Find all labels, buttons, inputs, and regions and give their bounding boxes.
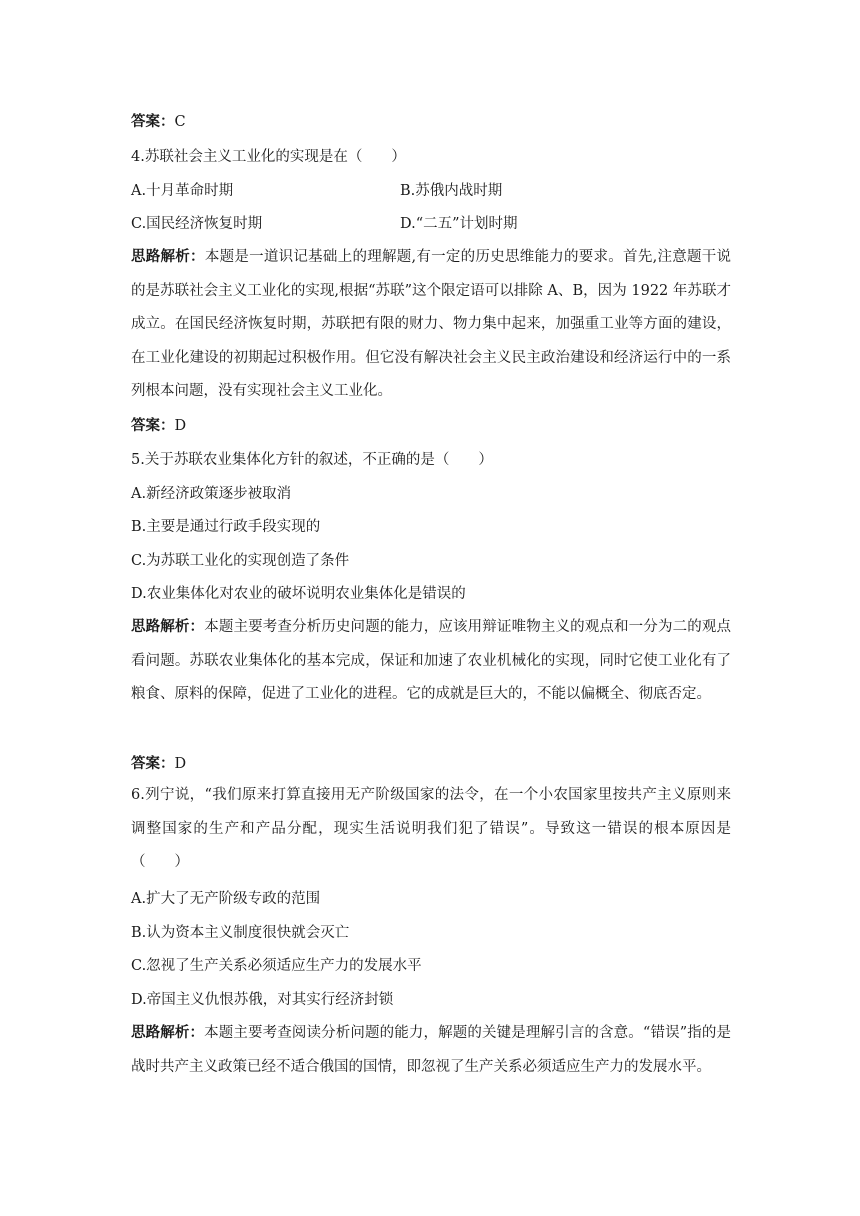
analysis-text: 本题是一道识记基础上的理解题,有一定的历史思维能力的要求。首先,注意题干说的是苏联社会主义工业化的实现,根据“苏联”这个限定语可以排除 A、B，因为 1922 年苏联才成立。在国民经济恢复时期，苏联把有限的财力、物力集中起来，加强重工业等方面的建设，在工业化建设的初期起过积极作用。但它没有解决社会主义民主政治建设和经济运行中的一系列根本问题，没有实现社会主义工业化。 [131, 249, 732, 400]
question-4-option-b: B.苏俄内战时期 [400, 183, 503, 199]
analysis-label: 思路解析： [131, 618, 205, 635]
answer-line-q4 [131, 416, 186, 436]
question-5-option-b: B.主要是通过行政手段实现的 [131, 519, 321, 535]
analysis-label: 思路解析： [131, 248, 205, 265]
question-4-option-d: D.“二五”计划时期 [400, 216, 518, 232]
answer-value: C [174, 114, 186, 130]
question-6-option-b: B.认为资本主义制度很快就会灭亡 [131, 925, 350, 941]
answer-line-q3 [131, 112, 186, 132]
question-4-option-c: C.国民经济恢复时期 [131, 216, 263, 232]
question-6-option-d: D.帝国主义仇恨苏俄，对其实行经济封锁 [131, 992, 394, 1008]
answer-value: D [174, 418, 187, 434]
answer-label: 答案： [131, 417, 175, 434]
question-6-stem: 6.列宁说，“我们原来打算直接用无产阶级国家的法令，在一个小农国家里按共产主义原则来调整国家的生产和产品分配，现实生活说明我们犯了错误”。导致这一错误的根本原因是（ ） [131, 787, 731, 871]
question-5-stem: 5.关于苏联农业集体化方针的叙述，不正确的是（ ） [131, 452, 493, 468]
question-5-option-c: C.为苏联工业化的实现创造了条件 [131, 553, 350, 569]
question-6-analysis [131, 1016, 731, 1084]
answer-label: 答案： [131, 755, 175, 772]
question-5-option-a: A.新经济政策逐步被取消 [131, 486, 292, 502]
question-6-option-c: C.忽视了生产关系必须适应生产力的发展水平 [131, 958, 422, 974]
question-4-stem: 4.苏联社会主义工业化的实现是在（ ） [131, 149, 406, 165]
analysis-label: 思路解析： [131, 1024, 205, 1041]
question-5-option-d: D.农业集体化对农业的破坏说明农业集体化是错误的 [131, 586, 466, 602]
question-4-option-a: A.十月革命时期 [131, 183, 234, 199]
question-6-option-a: A.扩大了无产阶级专政的范围 [131, 891, 321, 907]
answer-label: 答案： [131, 113, 175, 130]
question-4-analysis [131, 240, 731, 409]
answer-value: D [174, 756, 187, 772]
analysis-text: 本题主要考查阅读分析问题的能力，解题的关键是理解引言的含意。“错误”指的是战时共产主义政策已经不适合俄国的国情，即忽视了生产关系必须适应生产力的发展水平。 [131, 1025, 732, 1075]
answer-line-q5 [131, 754, 186, 774]
question-5-analysis [131, 610, 731, 712]
analysis-text: 本题主要考查分析历史问题的能力，应该用辩证唯物主义的观点和一分为二的观点看问题。苏联农业集体化的基本完成，保证和加速了农业机械化的实现，同时它使工业化有了粮食、原料的保障，促进了工业化的进程。它的成就是巨大的，不能以偏概全、彻底否定。 [131, 619, 731, 703]
